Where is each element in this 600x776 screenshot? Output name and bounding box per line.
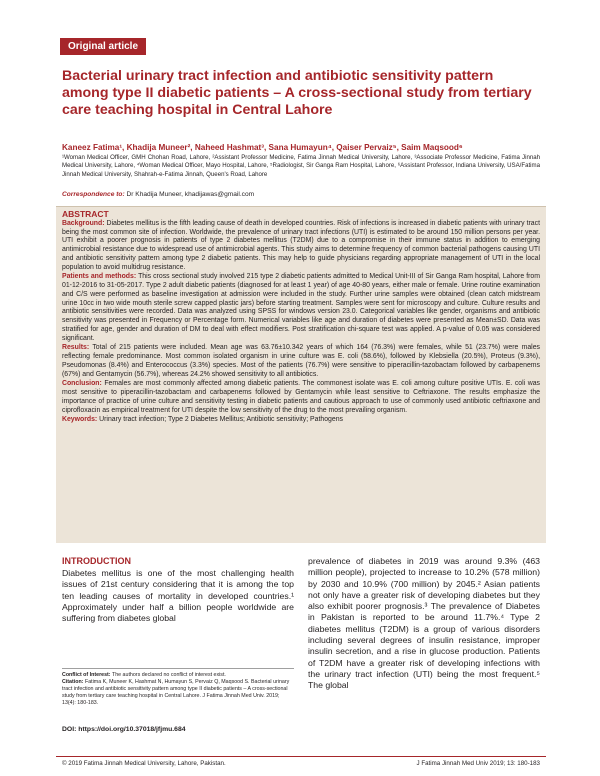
abstract-background-para: [62, 220, 540, 273]
article-type-badge: Original article: [60, 38, 146, 55]
doi-link[interactable]: DOI: https://doi.org/10.37018/jfjmu.684: [62, 726, 186, 733]
keywords-text: Urinary tract infection; Type 2 Diabetes Mellitus; Antibiotic sensitivity; Pathogens: [99, 416, 343, 424]
conclusion-text: Females are most commonly affected among diabetic patients. The commonest isolate was E. coli among culture positive UTIs. E. coli was most sensitive to piperacillin-tazobactam and carbapenems followed by Gentamycin while least sensitive to Ceftriaxone. The results emphasize the importance of practice of urine culture and sensitivity testing in diabetic patients and cautious approach to use of commonly used antibiotic ceftriaxone and ciprofloxacin as empirical treatment for UTI despite the low sensitivity of the drug to the most prevailing organism.: [62, 380, 540, 414]
abstract-heading: ABSTRACT: [62, 209, 109, 219]
abstract-keywords-para: [62, 416, 540, 425]
affiliations: ¹Woman Medical Officer, GMH Chohan Road, Lahore, ²Assistant Professor Medicine, Fatima Jinnah Medical University, Lahore, ³Associate Professor Medicine, Fatima Jinnah Medical University, Lahore, ⁴Woman Medical Officer, Mayo Hospital, Lahore, ⁵Radiologist, Sir Ganga Ram Hospital, Lahore, ⁶Assistant Professor, Indiana University, USA/Fatima Jinnah Medical University, Shahrah-e-Fatima Jinnah, Queen's Road, Lahore: [62, 154, 540, 178]
body-column-right: [308, 556, 540, 692]
abstract-methods-para: [62, 273, 540, 343]
citation-label: Citation:: [62, 679, 84, 685]
introduction-heading: INTRODUCTION: [62, 556, 131, 566]
background-text: Diabetes mellitus is the fifth leading cause of death in developed countries. Risk of infections is increased in diabetic patients with urinary tract being the most common site of infection. Worldwide, the prevalence of urinary tract infections (UTI) is estimated to be around 150 million persons per year. UTI exhibit a poorer prognosis in patients of type 2 diabetes mellitus (T2DM) due to a compromise in their immune status in addition to emerging antimicrobial resistance due to widespread use of antimicrobial agents. This study aims to determine frequency of common bacterial pathogens causing UTI and antibiotic sensitivity pattern among type 2 diabetic patients. This may help to guide physicians regarding appropriate management of UTI in the local population to avoid multidrug resistance.: [62, 219, 540, 271]
abstract-conclusion-para: [62, 380, 540, 415]
correspondence-text[interactable]: Dr Khadija Muneer, khadijawas@gmail.com: [126, 191, 255, 198]
correspondence-label: Correspondence to:: [62, 191, 125, 198]
conflict-text: The authors declared no conflict of interest exist.: [111, 672, 226, 678]
citation-text: Fatima K, Muneer K, Hashmat N, Humayun S, Pervaiz Q, Maqsood S. Bacterial urinary tract infection and antibiotic sensitivity pattern among type II diabetic patients – A cross-sectional study from tertiary care teaching hospital in Central Lahore. J Fatima Jinnah Med Univ. 2019; 13(4): 180-183.: [62, 679, 290, 706]
article-title: Bacterial urinary tract infection and antibiotic sensitivity pattern among type II diabetic patients – A cross-sectional study from tertiary care teaching hospital in Central Lahore: [62, 68, 532, 118]
footer-journal-ref: J Fatima Jinnah Med Univ 2019; 13: 180-183: [416, 760, 540, 767]
citation: [62, 679, 294, 707]
footer-copyright: © 2019 Fatima Jinnah Medical University, Lahore, Pakistan.: [62, 760, 226, 767]
results-label: Results:: [62, 344, 90, 352]
introduction-text-left: Diabetes mellitus is one of the most challenging health issues of 21st century considering that it is among the top ten leading causes of mortality in developed countries.¹ Approximately under half a billion people worldwide are suffering from diabetes global: [62, 568, 294, 624]
correspondence: [62, 190, 540, 199]
conflict-label: Conflict of Interest:: [62, 672, 111, 678]
author-list: Kaneez Fatima¹, Khadija Muneer², Naheed Hashmat³, Sana Humayun⁴, Qaiser Pervaiz⁵, Saim Maqsood⁶: [62, 143, 463, 152]
footer-divider: [56, 756, 546, 757]
abstract: [62, 210, 540, 426]
conclusion-label: Conclusion:: [62, 380, 102, 388]
abstract-results-para: [62, 344, 540, 379]
methods-label: Patients and methods:: [62, 273, 137, 281]
introduction-text-right: prevalence of diabetes in 2019 was around 9.3% (463 million people), projected to increase to 10.2% (578 million) by 2030 and 10.9% (700 million) by 2045.² Asian patients not only have a greater risk of developing diabetes but they also exhibit poorer prognosis.³ The prevalence of Diabetes in Pakistan is reported to be around 11.7%.⁴ Type 2 diabetes mellitus (T2DM) is a group of various disorders including several degrees of insulin resistance, improper insulin secretion, and a rise in glucose production. Patients of T2DM have a greater risk of developing infections with the urinary tract infection (UTI) being the most frequent.⁵ The global: [308, 556, 540, 691]
body-column-left: [62, 556, 294, 624]
methods-text: This cross sectional study involved 215 type 2 diabetic patients admitted to Medical Unit-III of Sir Ganga Ram hospital, Lahore from 01-12-2016 to 31-05-2017. Type 2 adult diabetic patients (diagnosed for at least 1 year) of age 40-80 years, either male or female. Urine routine examination and C/S were performed as baseline investigation at admission were included in the study. Further urine samples were obtained (clean catch midstream urine 10cc in two wide mouth sterile screw capped plastic jars) before starting treatment. Samples were sent for microscopy and culture. Culture results and antibiotic sensitivities were recorded. Data was analyzed using SPSS for windows version 23.0. Categorical variables like gender, organisms and antibiotic sensitivity was presented in Frequency or Percentage form. Numerical variables like age and duration of diabetes were presented as Mean±SD. Data was stratified for age, gender and duration of DM to deal with effect modifiers. Post stratification chi-square test was applied. A p-value of 0.05 was considered significant.: [62, 273, 540, 342]
background-label: Background:: [62, 219, 105, 227]
article-footnote: [62, 668, 294, 707]
keywords-label: Keywords:: [62, 416, 98, 424]
conflict-of-interest: [62, 672, 294, 679]
results-text: Total of 215 patients were included. Mean age was 63.76±10.342 years of which 164 (76.3%) were females, while 51 (23.7%) were males reflecting female predominance. Most common isolated organism in urine culture was E. coli (58.6%), followed by Klebsiella (20.5%), Proteus (9.3%), Pseudomonas (8.4%) and Enterococcus (3.3%) species. Most of the patients (76.7%) were sensitive to piperacillin-tazobactam followed by carbapenems (67%) and Gentamycin (56.7%), whereas 24.2% showed sensitivity to all antibiotics.: [62, 344, 540, 378]
